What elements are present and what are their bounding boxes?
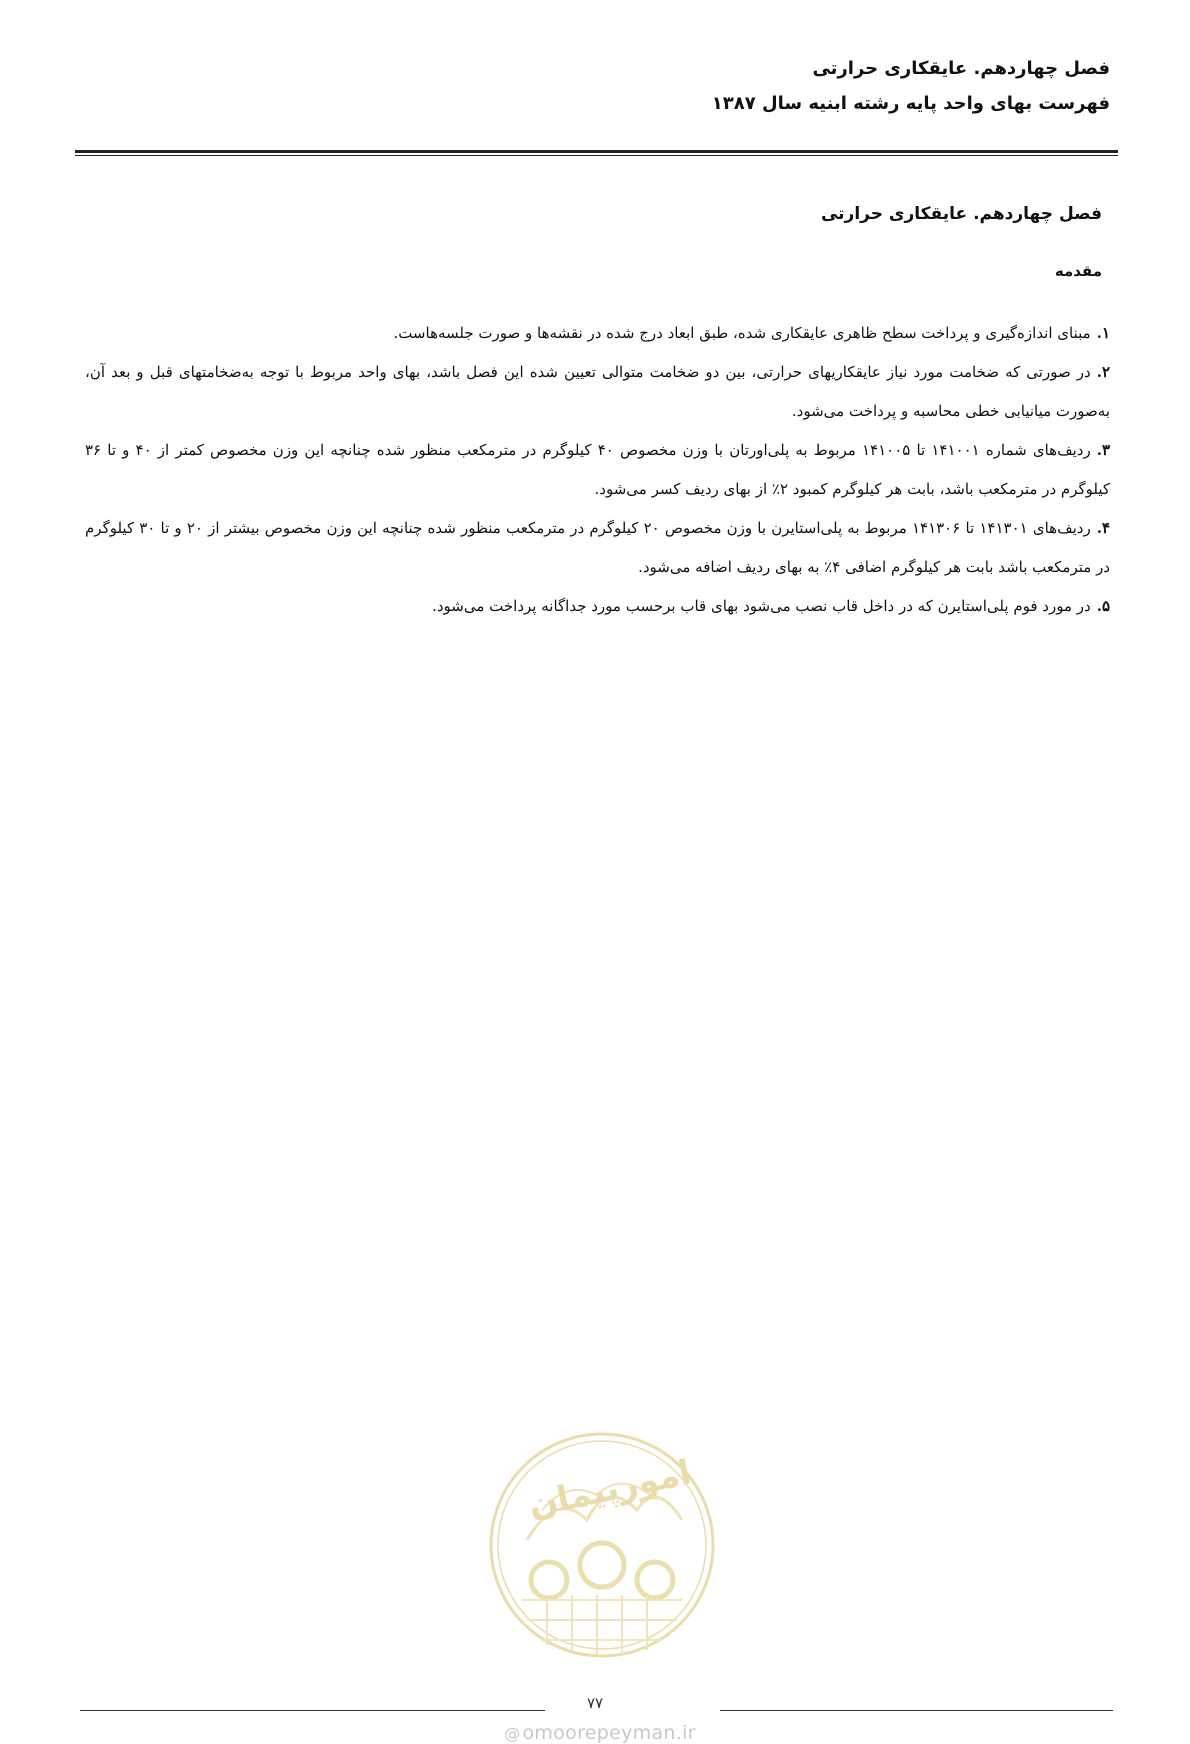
watermark-text: omoorepeyman.ir bbox=[522, 1722, 696, 1744]
footer-divider-right bbox=[720, 1710, 1113, 1711]
at-sign-icon: @ bbox=[504, 1724, 521, 1743]
item-text: در مورد فوم پلی‌استایرن که در داخل قاب نصب می‌شود بهای قاب برحسب مورد جداگانه پرداخت می‌شود. bbox=[432, 597, 1091, 615]
list-item bbox=[85, 509, 1110, 587]
header-chapter-line: فصل چهاردهم. عایقکاری حرارتی bbox=[812, 58, 1110, 79]
item-number: ۵. bbox=[1096, 597, 1110, 615]
seal-text: امورپیمان bbox=[524, 1452, 695, 1526]
list-item bbox=[85, 314, 1110, 353]
page-header bbox=[80, 58, 1110, 114]
omoor-peyman-seal-logo bbox=[487, 1430, 717, 1660]
item-text: در صورتی که ضخامت مورد نیاز عایقکاریهای حرارتی، بین دو ضخامت متوالی تعیین شده این فصل باشد، بهای واحد مربوط با توجه به‌ضخامتهای قبل و بعد آن، به‌صورت میانیابی خطی محاسبه و پرداخت می‌شود. bbox=[85, 363, 1110, 420]
header-document-line: فهرست بهای واحد پایه رشته ابنیه سال ۱۳۸۷ bbox=[711, 93, 1110, 114]
item-number: ۱. bbox=[1096, 324, 1110, 342]
page-number: ۷۷ bbox=[586, 1694, 604, 1712]
site-watermark bbox=[490, 1722, 710, 1744]
item-text: مبنای اندازه‌گیری و پرداخت سطح ظاهری عایقکاری شده، طبق ابعاد درج شده در نقشه‌ها و صورت جلسه‌هاست. bbox=[393, 324, 1091, 342]
list-item bbox=[85, 587, 1110, 626]
chapter-title: فصل چهاردهم. عایقکاری حرارتی bbox=[820, 204, 1102, 224]
item-number: ۳. bbox=[1096, 441, 1111, 459]
list-item bbox=[85, 353, 1110, 431]
item-number: ۲. bbox=[1096, 363, 1110, 381]
item-number: ۴. bbox=[1096, 519, 1111, 537]
list-item bbox=[85, 431, 1110, 509]
item-text: ردیف‌های ۱۴۱۳۰۱ تا ۱۴۱۳۰۶ مربوط به پلی‌استایرن با وزن مخصوص ۲۰ کیلوگرم در مترمکعب منظور شده چنانچه این وزن مخصوص بیشتر از ۲۰ و تا ۳۰ کیلوگرم در مترمکعب باشد بابت هر کیلوگرم اضافی ۴٪ به بهای ردیف اضافه می‌شود. bbox=[85, 519, 1110, 576]
document-body bbox=[85, 204, 1110, 626]
item-text: ردیف‌های شماره ۱۴۱۰۰۱ تا ۱۴۱۰۰۵ مربوط به پلی‌اورتان با وزن مخصوص ۴۰ کیلوگرم در مترمکعب منظور شده چنانچه این وزن مخصوص کمتر از ۴۰ و تا ۳۶ کیلوگرم در مترمکعب باشد، بابت هر کیلوگرم کمبود ۲٪ از بهای ردیف کسر می‌شود. bbox=[85, 441, 1110, 498]
header-divider bbox=[75, 150, 1118, 156]
section-title-introduction: مقدمه bbox=[1054, 262, 1102, 280]
footer-divider-left bbox=[80, 1710, 545, 1711]
